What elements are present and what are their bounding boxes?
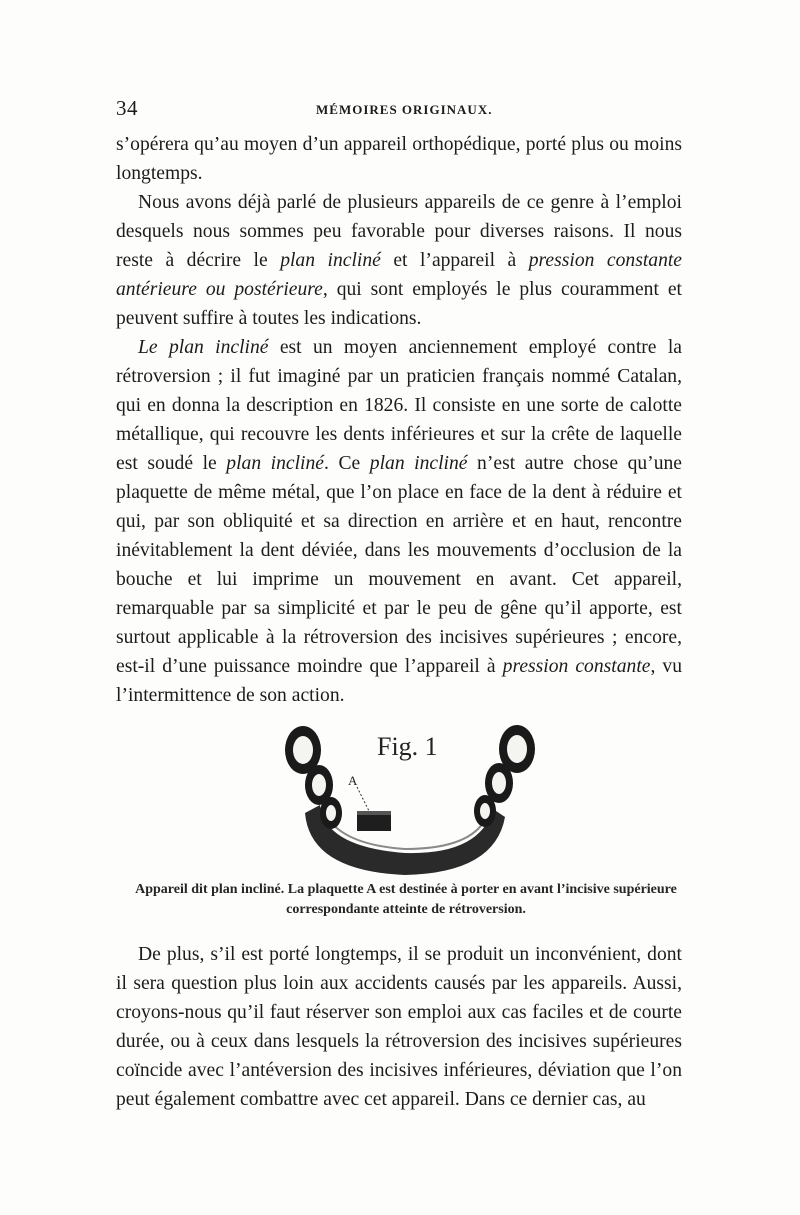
paragraph-2-text-1: Nous avons déjà parlé de plusieurs appareils de ce genre à l’emploi desquels nous sommes peu favorable pour diverses raisons. Il nous reste à décrire le	[116, 192, 682, 271]
paragraph-3-emphasis-4: pression constante	[502, 656, 651, 677]
paragraph-2	[116, 188, 682, 333]
marker-leader-line	[357, 787, 369, 811]
running-header	[116, 96, 682, 122]
figure-inclined-plane	[265, 725, 555, 875]
figure-label: Fig. 1	[377, 732, 438, 761]
running-title: MÉMOIRES ORIGINAUX.	[316, 102, 493, 117]
right-teeth	[474, 725, 535, 827]
figure-caption: Appareil dit plan incliné. La plaquette A est destinée à porter en avant l’incisive supérieure correspondante atteinte de rétroversion.	[135, 882, 677, 917]
paragraph-2-text-3: , qui sont employés le plus couramment et peuvent suffire à toutes les indications.	[116, 279, 682, 329]
paragraph-4: De plus, s’il est porté longtemps, il se produit un inconvénient, dont il sera question plus loin aux accidents causés par les appareils. Aussi, croyons-nous qu’il faut réserver son emploi aux cas faciles et de courte durée, ou à ceux dans lesquels la rétroversion des incisives supérieures coïncide avec l’antéversion des incisives inférieures, déviation que l’on peut également combattre avec cet appareil. Dans ce dernier cas, au	[116, 944, 682, 1110]
paragraph-2-emphasis-2: pression constante antérieure ou postérieure	[116, 250, 683, 300]
paragraph-3-emphasis-1: Le plan incliné	[138, 337, 269, 358]
paragraph-3-text-1: est un moyen anciennement employé contre la rétroversion ; il fut imaginé par un praticien français nommé Catalan, qui en donna la description en 1826. Il consiste en une sorte de calotte métallique, qui recouvre les dents inférieures et sur la crête de laquelle est soudé le	[116, 337, 683, 474]
body-text-bottom	[116, 940, 682, 1114]
paragraph-3-emphasis-2: plan incliné	[226, 453, 324, 474]
paragraph-2-text-2: et l’appareil à	[380, 250, 529, 271]
paragraph-3	[116, 333, 682, 710]
paragraph-3-text-3: n’est autre chose qu’une plaquette de même métal, que l’on place en face de la dent à réduire et qui, par son obliquité et sa direction en arrière et en haut, rencontre inévitablement la dent déviée, dans les mouvements d’occlusion de la bouche et lui imprime un mouvement en avant. Cet appareil, remarquable par sa simplicité et par le peu de gêne qu’il apporte, est surtout applicable à la rétroversion des incisives supérieures ; encore, est-il d’une puissance moindre que l’appareil à	[116, 453, 682, 677]
body-text-top	[116, 130, 682, 710]
paragraph-2-emphasis-1: plan incliné	[280, 250, 381, 271]
page-number: 34	[116, 96, 138, 120]
inclined-plate	[357, 813, 391, 831]
inclined-plate-top	[357, 811, 391, 815]
paragraph-3-emphasis-3: plan incliné	[369, 453, 468, 474]
paragraph-3-text-2: . Ce	[324, 453, 370, 474]
paragraph-3-text-4: , vu l’intermittence de son action.	[116, 656, 683, 706]
paragraph-1: s’opérera qu’au moyen d’un appareil orthopédique, porté plus ou moins longtemps.	[116, 134, 682, 184]
figure-marker-a: A	[348, 773, 358, 788]
